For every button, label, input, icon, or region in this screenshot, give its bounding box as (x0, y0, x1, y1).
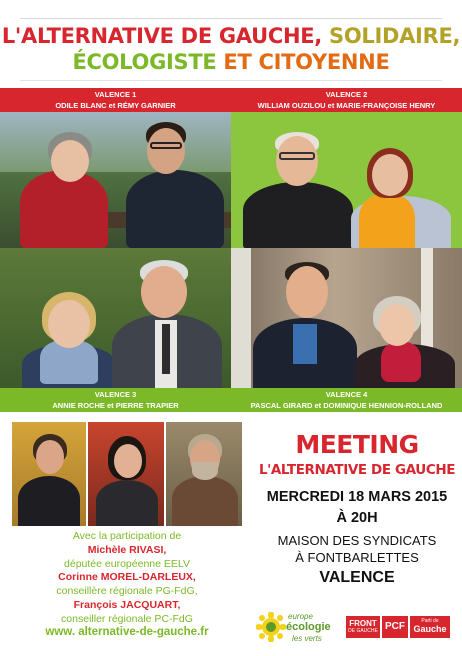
guest-list (14, 530, 240, 627)
meeting-place-line-2: À FONTBARLETTES (295, 550, 419, 565)
eelv-logo-line-2: écologie (286, 621, 331, 633)
top-divider (20, 18, 442, 19)
district-band-valence-1 (0, 88, 231, 112)
eelv-logo-line-1: europe (288, 612, 313, 621)
meeting-title: MEETING (295, 430, 419, 459)
photo-guest-3 (166, 422, 242, 526)
header-divider (20, 80, 442, 81)
pcf-logo (382, 616, 408, 638)
photo-valence-2 (231, 112, 462, 248)
district-label: VALENCE 3 (94, 390, 137, 399)
meeting-city: VALENCE (319, 569, 395, 586)
guest-3-role: conseiller régionale PC-FdG (61, 612, 193, 625)
headline-part-orange: ET CITOYENNE (223, 50, 390, 74)
photo-guest-2 (88, 422, 164, 526)
district-band-valence-2 (231, 88, 462, 112)
district-candidates: ODILE BLANC et RÉMY GARNIER (55, 101, 176, 110)
district-candidates: WILLIAM OUZILOU et MARIE-FRANÇOISE HENRY (257, 101, 436, 110)
meeting-time: À 20H (336, 510, 378, 526)
guest-1-name: Michèle RIVASI, (87, 543, 167, 556)
district-label: VALENCE 2 (325, 90, 368, 99)
photo-valence-4 (231, 248, 462, 388)
meeting-date: MERCREDI 18 MARS 2015 (266, 489, 448, 505)
guest-intro: Avec la participation de (72, 530, 182, 542)
district-candidates: ANNIE ROCHE et PIERRE TRAPIER (52, 401, 179, 410)
district-label: VALENCE 1 (94, 90, 137, 99)
pcf-logo-text: PCF (385, 621, 405, 632)
photo-valence-3 (0, 248, 231, 388)
district-candidates: PASCAL GIRARD et DOMINIQUE HENNION-ROLLAND (250, 401, 443, 410)
district-band-valence-4 (231, 388, 462, 412)
guest-1-role: députée européenne EELV (64, 557, 190, 570)
headline-part-green: ÉCOLOGISTE (72, 50, 224, 74)
fdg-logo-line-2: DE GAUCHE (348, 628, 378, 634)
pg-logo-line-2: Gauche (413, 624, 447, 634)
fdg-logo-line-1: FRONT (349, 619, 377, 628)
parti-de-gauche-logo (410, 616, 450, 638)
guest-3-name: François JACQUART, (73, 598, 181, 611)
district-band-valence-3 (0, 388, 231, 412)
photo-valence-1 (0, 112, 231, 248)
photo-guest-1 (12, 422, 86, 526)
district-label: VALENCE 4 (325, 390, 368, 399)
website-link[interactable]: www. alternative-de-gauche.fr (45, 626, 209, 638)
guest-2-name: Corinne MOREL-DARLEUX, (58, 571, 196, 584)
meeting-place-line-1: MAISON DES SYNDICATS (277, 533, 437, 548)
front-de-gauche-logo (346, 616, 380, 638)
guest-2-role: conseillère régionale PG-FdG, (56, 585, 198, 598)
pg-logo-line-1: Parti de (421, 618, 439, 624)
headline-part-red: L'ALTERNATIVE DE GAUCHE, (1, 24, 329, 48)
headline-line-1 (0, 24, 462, 48)
headline-part-olive: SOLIDAIRE, (329, 24, 461, 48)
eelv-logo (256, 606, 344, 646)
meeting-subtitle: L'ALTERNATIVE DE GAUCHE (258, 462, 456, 478)
headline-line-2 (0, 50, 462, 74)
eelv-logo-line-3: les verts (292, 634, 322, 643)
sunflower-icon (256, 612, 286, 642)
